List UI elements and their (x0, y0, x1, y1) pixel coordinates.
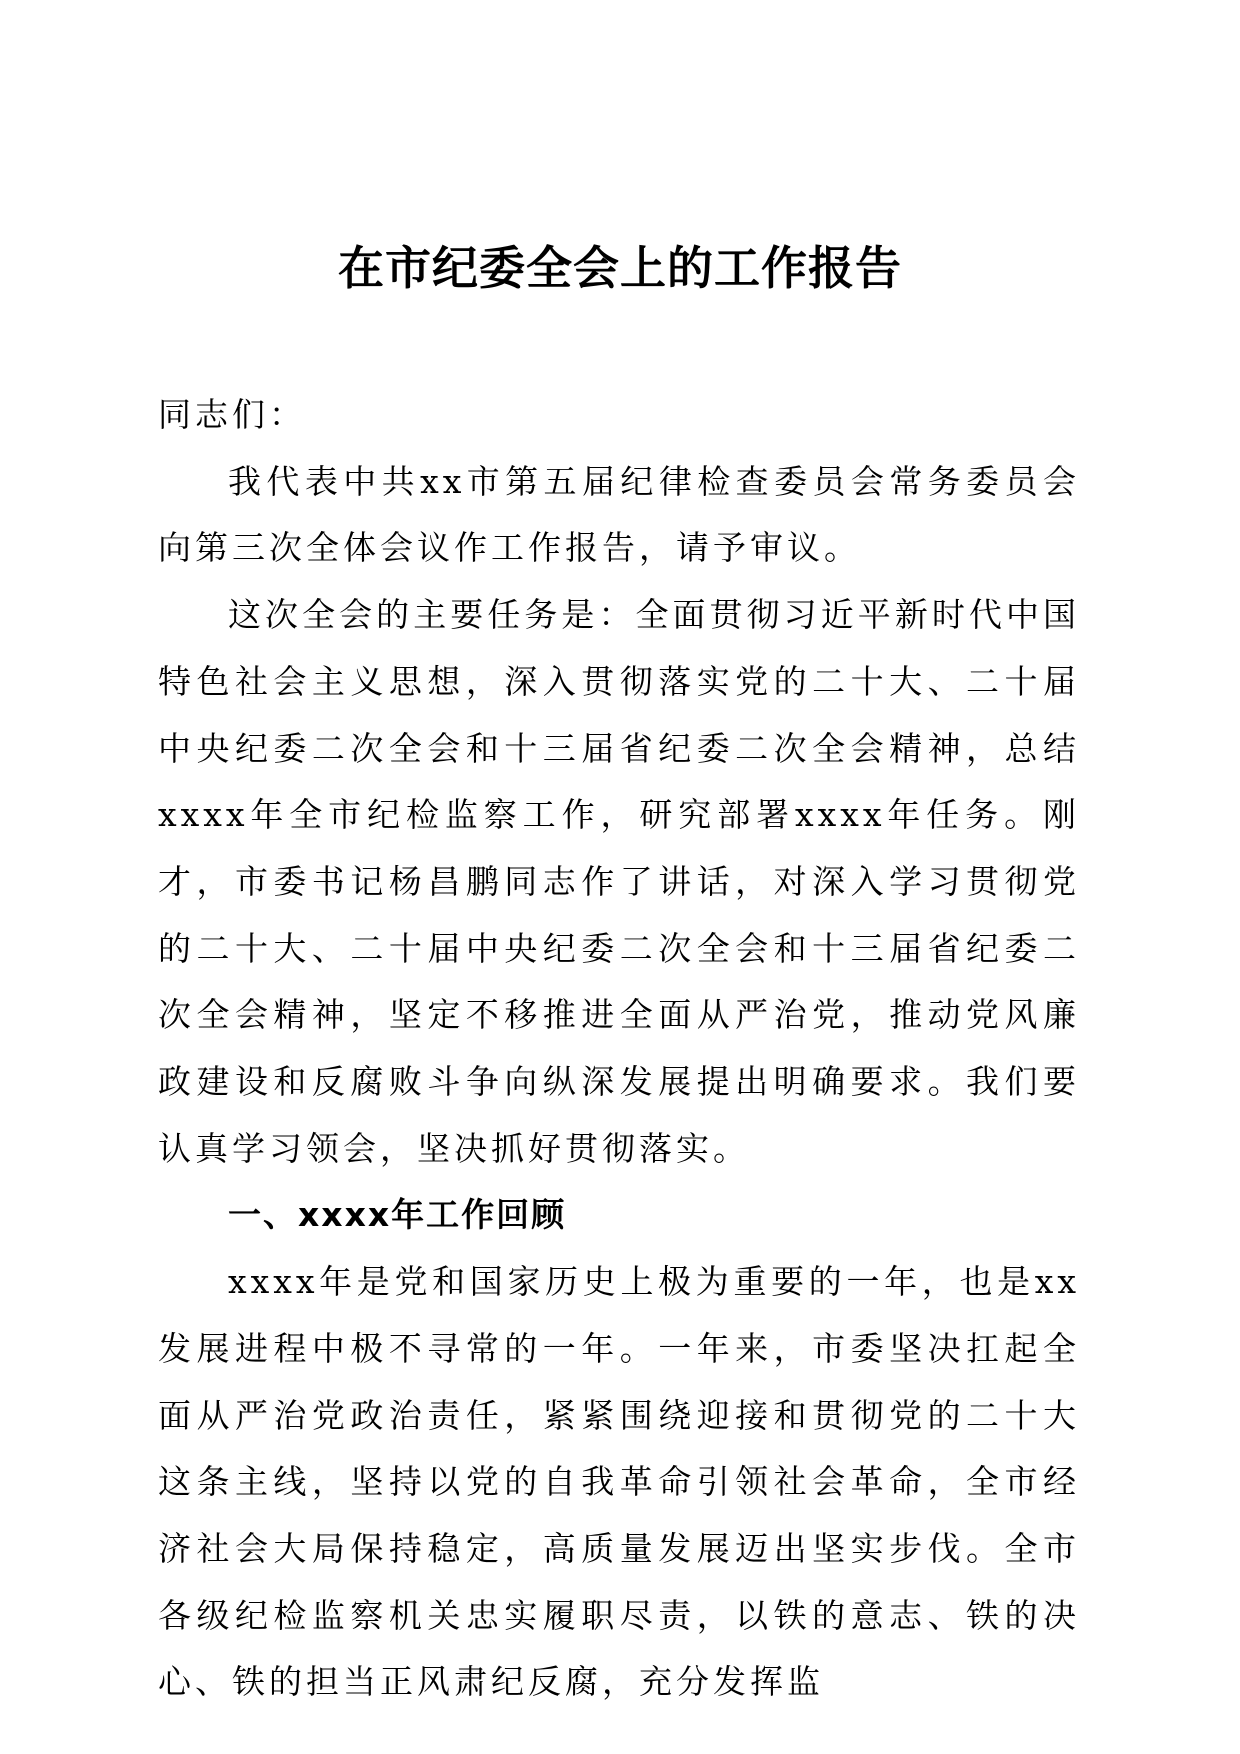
paragraph-intro: 我代表中共xx市第五届纪律检查委员会常务委员会向第三次全体会议作工作报告，请予审议。 (158, 461, 1080, 568)
paragraph-main-tasks: 这次全会的主要任务是：全面贯彻习近平新时代中国特色社会主义思想，深入贯彻落实党的二十大、二十届中央纪委二次全会和十三届省纪委二次全会精神，总结xxxx年全市纪检监察工作，研究部署xxxx年任务。刚才，市委书记杨昌鹏同志作了讲话，对深入学习贯彻党的二十大、二十届中央纪委二次全会和十三届省纪委二次全会精神，坚定不移推进全面从严治党，推动党风廉政建设和反腐败斗争向纵深发展提出明确要求。我们要认真学习领会，坚决抓好贯彻落实。 (158, 595, 1080, 1168)
document-title: 在市纪委全会上的工作报告 (338, 241, 902, 295)
paragraph-review: xxxx年是党和国家历史上极为重要的一年，也是xx发展进程中极不寻常的一年。一年来，市委坚决扛起全面从严治党政治责任，紧紧围绕迎接和贯彻党的二十大这条主线，坚持以党的自我革命引领社会革命，全市经济社会大局保持稳定，高质量发展迈出坚实步伐。全市各级纪检监察机关忠实履职尽责，以铁的意志、铁的决心、铁的担当正风肃纪反腐，充分发挥监 (158, 1262, 1080, 1702)
salutation: 同志们： (158, 395, 306, 434)
document-body (158, 382, 1080, 1716)
section-heading: 一、xxxx年工作回顾 (228, 1195, 567, 1235)
